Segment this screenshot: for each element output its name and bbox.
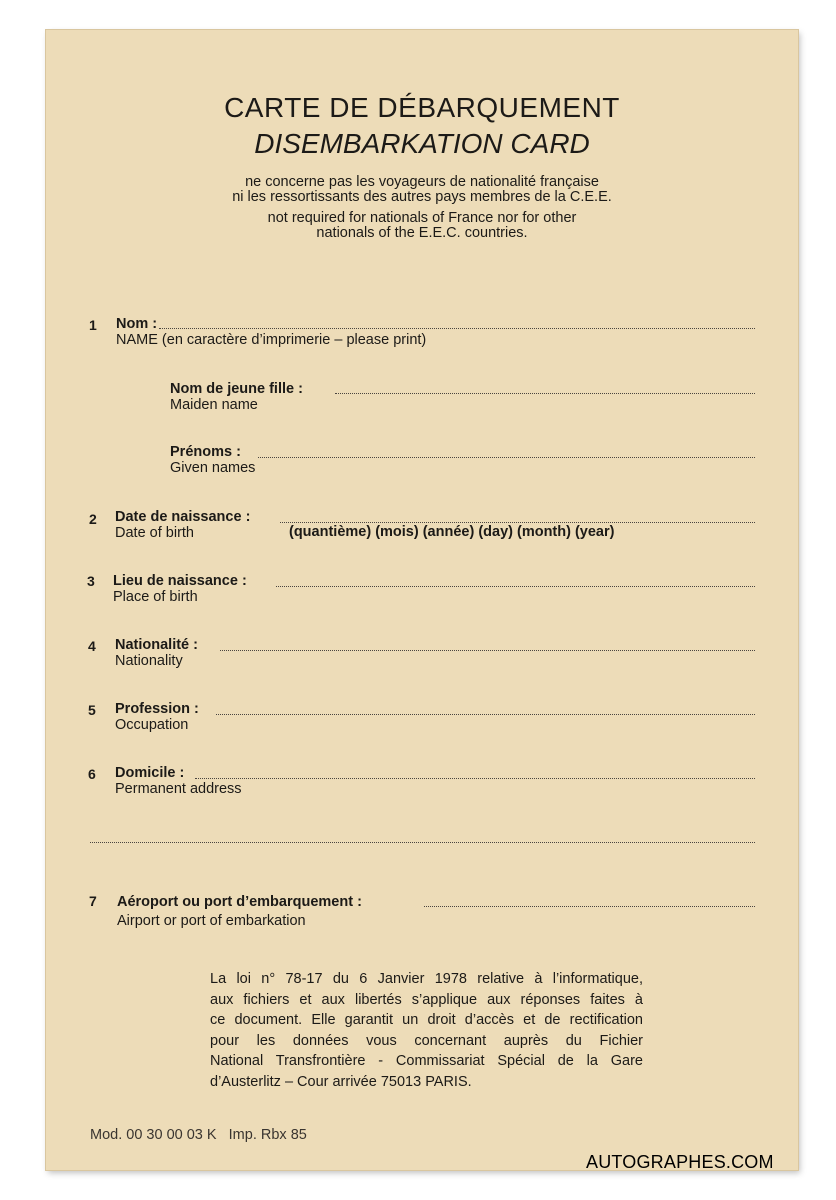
field-sub-date-of-birth: Date of birth	[115, 525, 194, 541]
legal-line: National Transfrontière - Commissariat Spécial de la Gare	[210, 1053, 643, 1069]
intro-french-line: ne concerne pas les voyageurs de nationalité française	[245, 174, 599, 190]
watermark: AUTOGRAPHES.COM	[586, 1152, 774, 1172]
intro-english-line: nationals of the E.E.C. countries.	[316, 225, 528, 241]
field-number: 1	[89, 317, 97, 333]
legal-notice	[210, 969, 643, 1092]
title-french: CARTE DE DÉBARQUEMENT	[224, 92, 620, 123]
field-sub-given-names: Given names	[170, 460, 256, 476]
field-line-address[interactable]	[195, 778, 755, 779]
field-number: 7	[89, 893, 97, 909]
field-number: 4	[88, 638, 96, 654]
intro-english-line: not required for nationals of France nor for other	[267, 210, 577, 226]
intro-french-line: ni les ressortissants des autres pays membres de la C.E.E.	[232, 189, 612, 205]
form-reference: Mod. 00 30 00 03 K Imp. Rbx 85	[90, 1127, 307, 1143]
intro-english	[46, 211, 798, 241]
field-sub-address: Permanent address	[115, 781, 242, 797]
field-label-prenoms: Prénoms :	[170, 444, 241, 460]
field-label-profession: Profession :	[115, 701, 199, 717]
field-number: 3	[87, 573, 95, 589]
field-number: 2	[89, 511, 97, 527]
field-line-maiden-name[interactable]	[335, 393, 755, 394]
field-label-nationalite: Nationalité :	[115, 637, 198, 653]
legal-line: ce document. Elle garantit un droit d’accès et de rectification	[210, 1012, 643, 1028]
field-line-date-of-birth[interactable]	[280, 522, 755, 523]
field-label-aeroport: Aéroport ou port d’embarquement :	[117, 894, 362, 910]
legal-line: pour les données vous concernant auprès du Fichier	[210, 1032, 643, 1049]
field-line-given-names[interactable]	[258, 457, 755, 458]
field-sub-nationality: Nationality	[115, 653, 183, 669]
legal-line: d’Austerlitz – Cour arrivée 75013 PARIS.	[210, 1073, 472, 1090]
disembarkation-card	[46, 30, 798, 1170]
field-label-nom: Nom :	[116, 316, 158, 332]
field-line-nom[interactable]	[159, 328, 755, 329]
field-label-date-de-naissance: Date de naissance :	[115, 509, 251, 525]
field-sub-occupation: Occupation	[115, 717, 189, 733]
field-line-nationality[interactable]	[220, 650, 755, 651]
field-number: 5	[88, 702, 96, 718]
field-sub-maiden-name: Maiden name	[170, 397, 258, 413]
field-sub-name: NAME (en caractère d’imprimerie – please print)	[116, 332, 427, 348]
date-format-hint: (quantième) (mois) (année) (day) (month) (year)	[289, 524, 615, 540]
field-label-domicile: Domicile :	[115, 765, 185, 781]
field-label-nom-de-jeune-fille: Nom de jeune fille :	[170, 381, 303, 397]
field-line-address-continued[interactable]	[90, 842, 755, 843]
field-number: 6	[88, 766, 96, 782]
field-line-place-of-birth[interactable]	[276, 586, 755, 587]
field-sub-place-of-birth: Place of birth	[113, 589, 198, 605]
field-line-occupation[interactable]	[216, 714, 755, 715]
legal-line: La loi n° 78-17 du 6 Janvier 1978 relative à l’informatique,	[210, 971, 643, 987]
legal-line: aux fichiers et aux libertés s’applique aux réponses faites à	[210, 991, 643, 1008]
field-label-lieu-de-naissance: Lieu de naissance :	[113, 573, 247, 589]
field-sub-airport: Airport or port of embarkation	[117, 913, 306, 929]
title-english: DISEMBARKATION CARD	[254, 128, 590, 159]
intro-french	[46, 175, 798, 205]
field-line-airport[interactable]	[424, 906, 755, 907]
